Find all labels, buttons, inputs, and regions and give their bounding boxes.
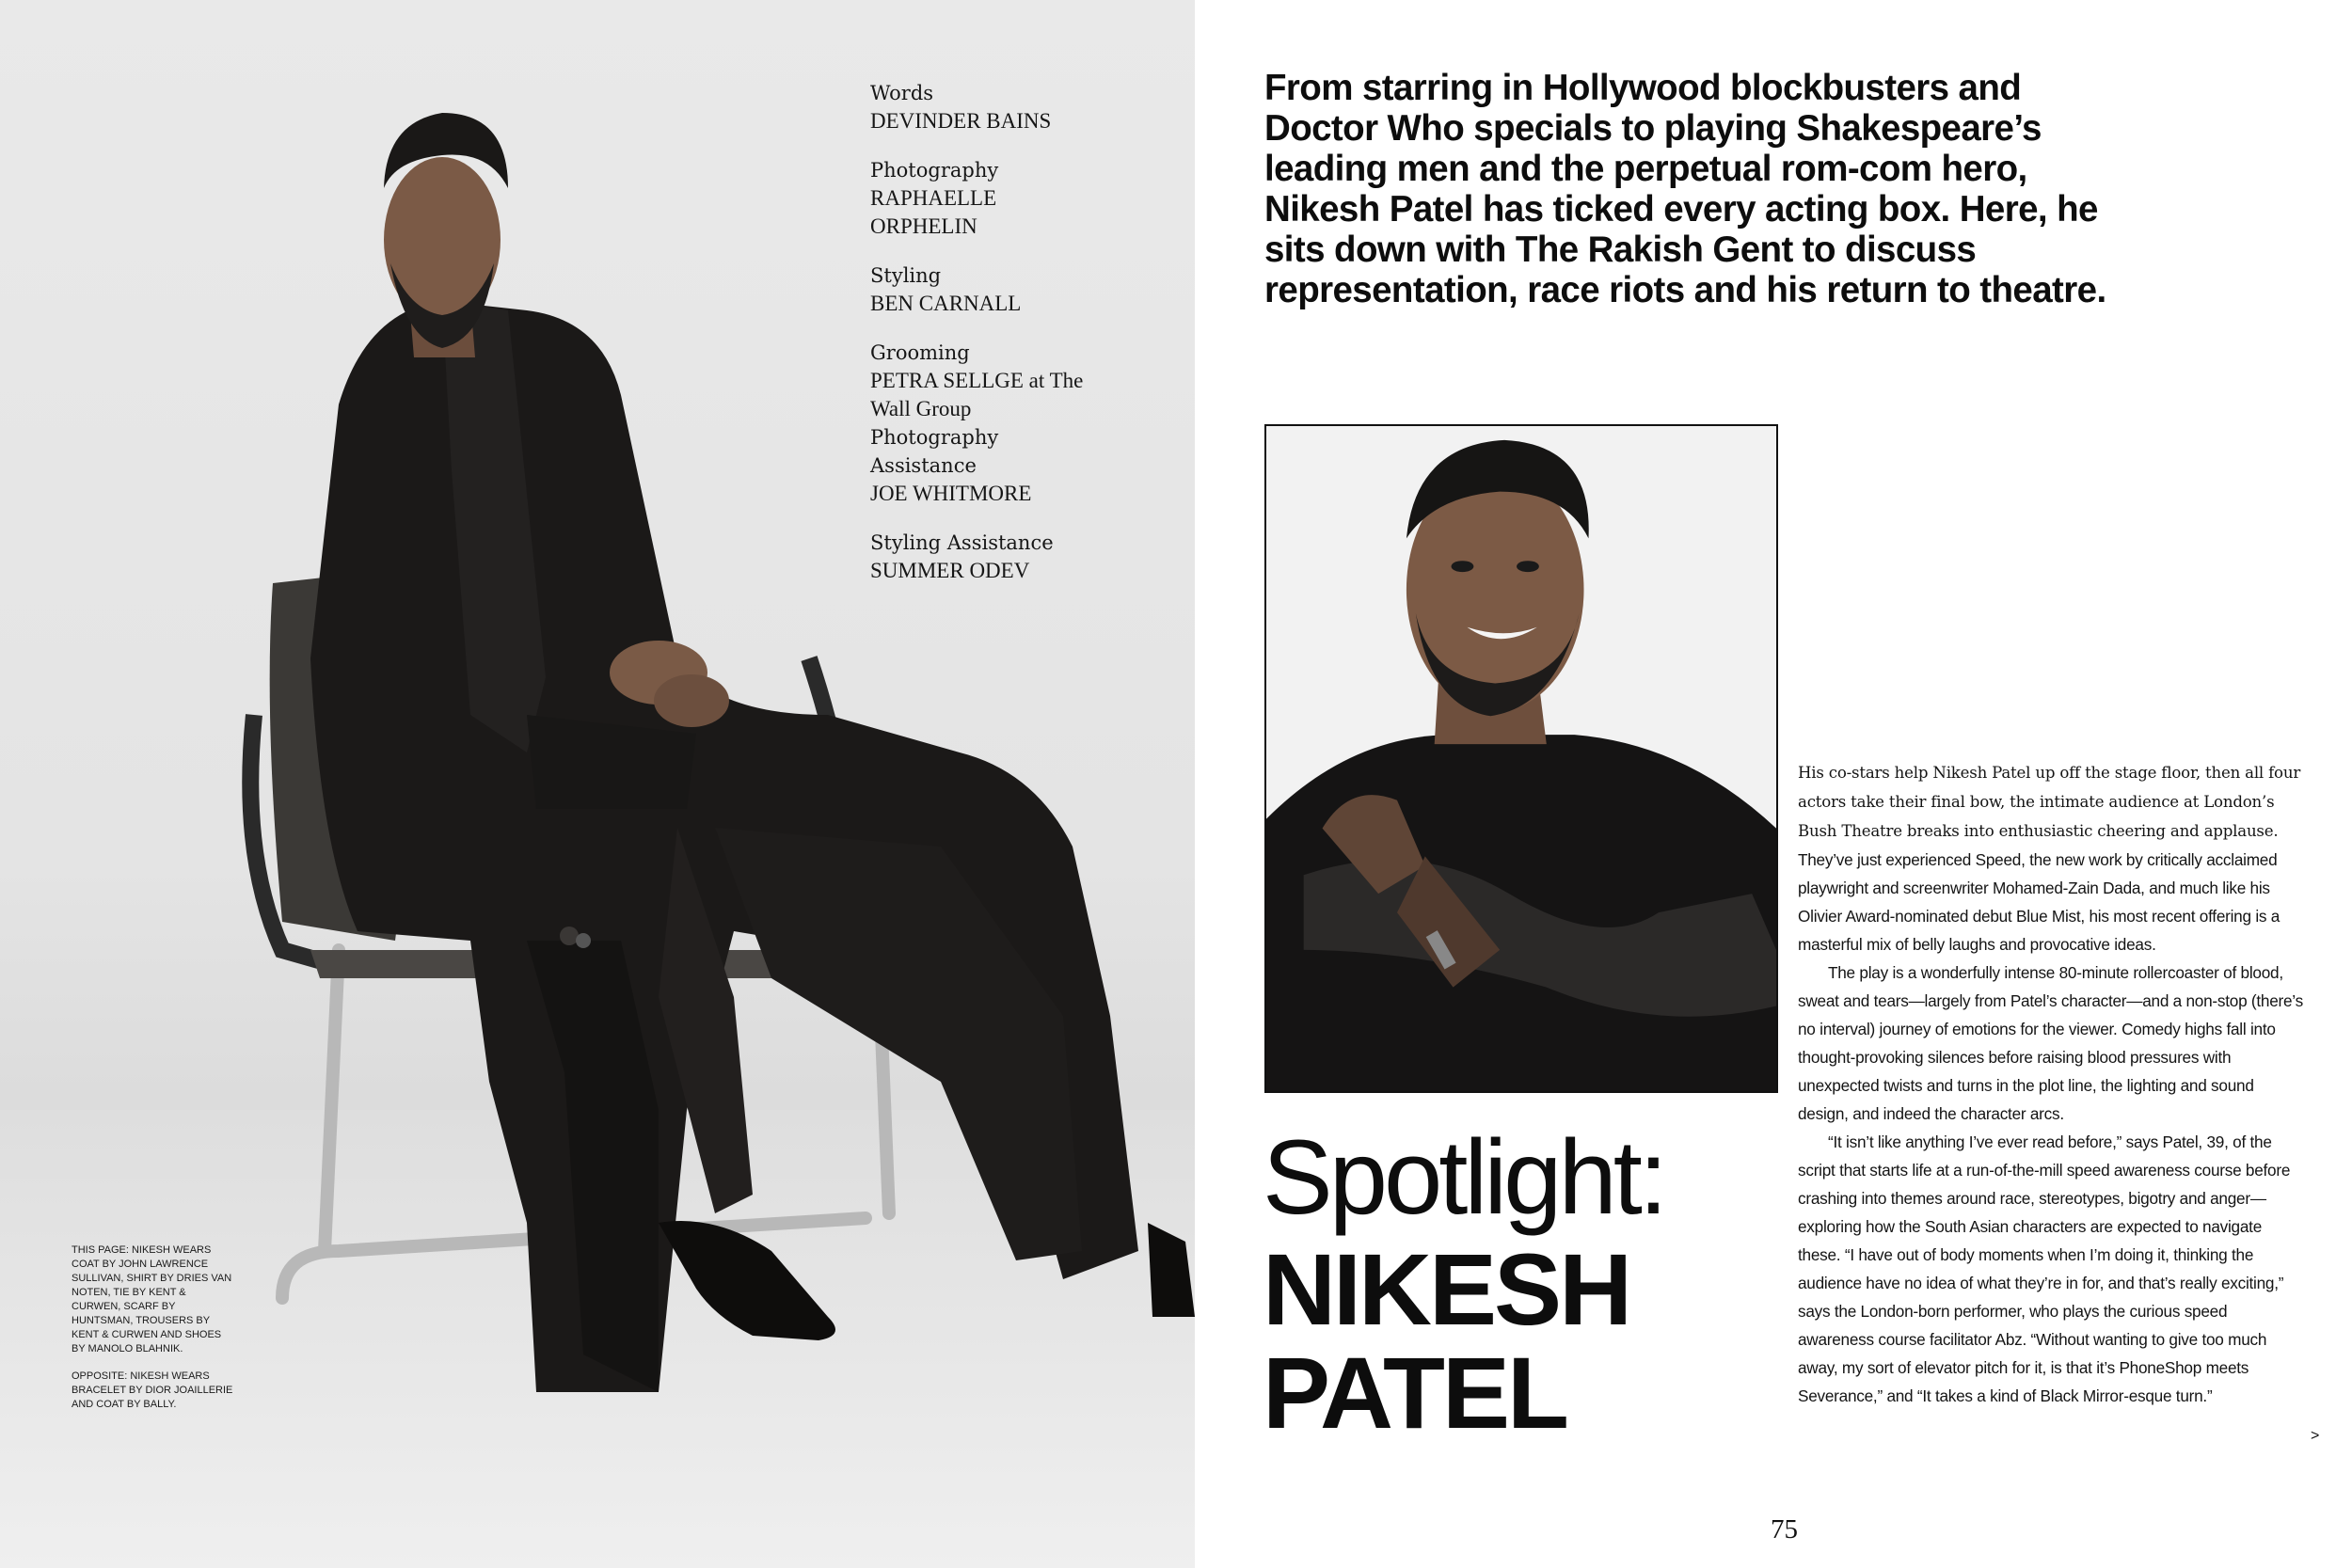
credit-styling-assistance <box>870 529 1152 585</box>
title-first-name: NIKESH <box>1263 1232 1630 1346</box>
title-prefix: Spotlight: <box>1263 1118 1664 1236</box>
body-text: They’ve just experienced Speed, the new work by critically acclaimed playwright and screenwriter Mohamed-Zain Dada, and much like his Olivier Award-nominated debut Blue Mist, his most recent offering is a masterful mix of belly laughs and provocative ideas. <box>1798 850 2280 954</box>
caption-this-page: THIS PAGE: NIKESH WEARS COAT BY JOHN LAWRENCE SULLIVAN, SHIRT BY DRIES VAN NOTEN, TIE BY KENT & CURWEN, SCARF BY HUNTSMAN, TROUSERS BY KENT & CURWEN AND SHOES BY MANOLO BLAHNIK. <box>72 1244 232 1354</box>
credit-name: JOE WHITMORE <box>870 482 1032 505</box>
photo-caption <box>72 1243 236 1425</box>
standfirst: From starring in Hollywood blockbusters and Doctor Who specials to playing Shakespeare’s leading men and the perpetual rom-com hero, Nikesh Patel has ticked every acting box. Here, he sits down with The Rakish Gent to discuss representation, race riots and his return to theatre. <box>1264 68 2106 310</box>
page-number: 75 <box>1771 1514 1798 1544</box>
credit-role: Styling <box>870 264 942 287</box>
title-name <box>1263 1232 1695 1449</box>
continue-marker: > <box>2311 1428 2320 1444</box>
caption-opposite: OPPOSITE: NIKESH WEARS BRACELET BY DIOR JOAILLERIE AND COAT BY BALLY. <box>72 1370 233 1410</box>
credit-role: Grooming <box>870 341 970 364</box>
smiling-portrait-image <box>1266 426 1776 1091</box>
title-last-name: PATEL <box>1263 1336 1566 1449</box>
credit-role: Words <box>870 82 934 104</box>
lead-in: His co-stars help Nikesh Patel up off the stage floor, then all four actors take their final bow, the intimate audience at London’s Bush Theatre breaks into enthusiastic cheering and applause. <box>1798 764 2301 840</box>
credit-name: BEN CARNALL <box>870 292 1022 315</box>
body-paragraph: The play is a wonderfully intense 80-minute rollercoaster of blood, sweat and tears—largely from Patel’s character—and a non-stop (there’s no interval) journey of emotions for the viewer. Comedy highs fall into thought-provoking silences before raising blood pressures with unexpected twists and turns in the plot line, the lighting and sound design, and indeed the character arcs. <box>1798 963 2303 1123</box>
credit-photography <box>870 156 1152 241</box>
credit-name: PETRA SELLGE at The Wall Group <box>870 369 1084 420</box>
credit-grooming <box>870 339 1152 508</box>
article-body <box>1798 758 2306 1410</box>
credit-role: Photography <box>870 159 999 182</box>
credit-name: RAPHAELLE ORPHELIN <box>870 186 997 238</box>
credit-words <box>870 79 1152 135</box>
credit-role: Styling Assistance <box>870 531 1054 554</box>
credits-block <box>870 79 1152 606</box>
credit-styling <box>870 261 1152 318</box>
credit-name: SUMMER ODEV <box>870 559 1030 582</box>
body-paragraph: “It isn’t like anything I’ve ever read before,” says Patel, 39, of the script that starts life at a run-of-the-mill speed awareness course before crashing into themes around race, stereotypes, bigotry and anger—exploring how the South Asian characters are expected to navigate these. “I have out of body moments when I’m doing it, thinking the audience have no idea of what they’re in for, and that’s really exciting,” says the London-born performer, who plays the curious speed awareness course facilitator Abz. “Without wanting to give too much away, my sort of elevator pitch for it, is that it’s PhoneShop meets Severance,” and “It takes a kind of Black Mirror-esque turn.” <box>1798 1132 2291 1405</box>
credit-role: Photography Assistance <box>870 426 999 477</box>
credit-name: DEVINDER BAINS <box>870 109 1052 133</box>
body-paragraph <box>1798 758 2306 958</box>
portrait-photo <box>1264 424 1778 1093</box>
